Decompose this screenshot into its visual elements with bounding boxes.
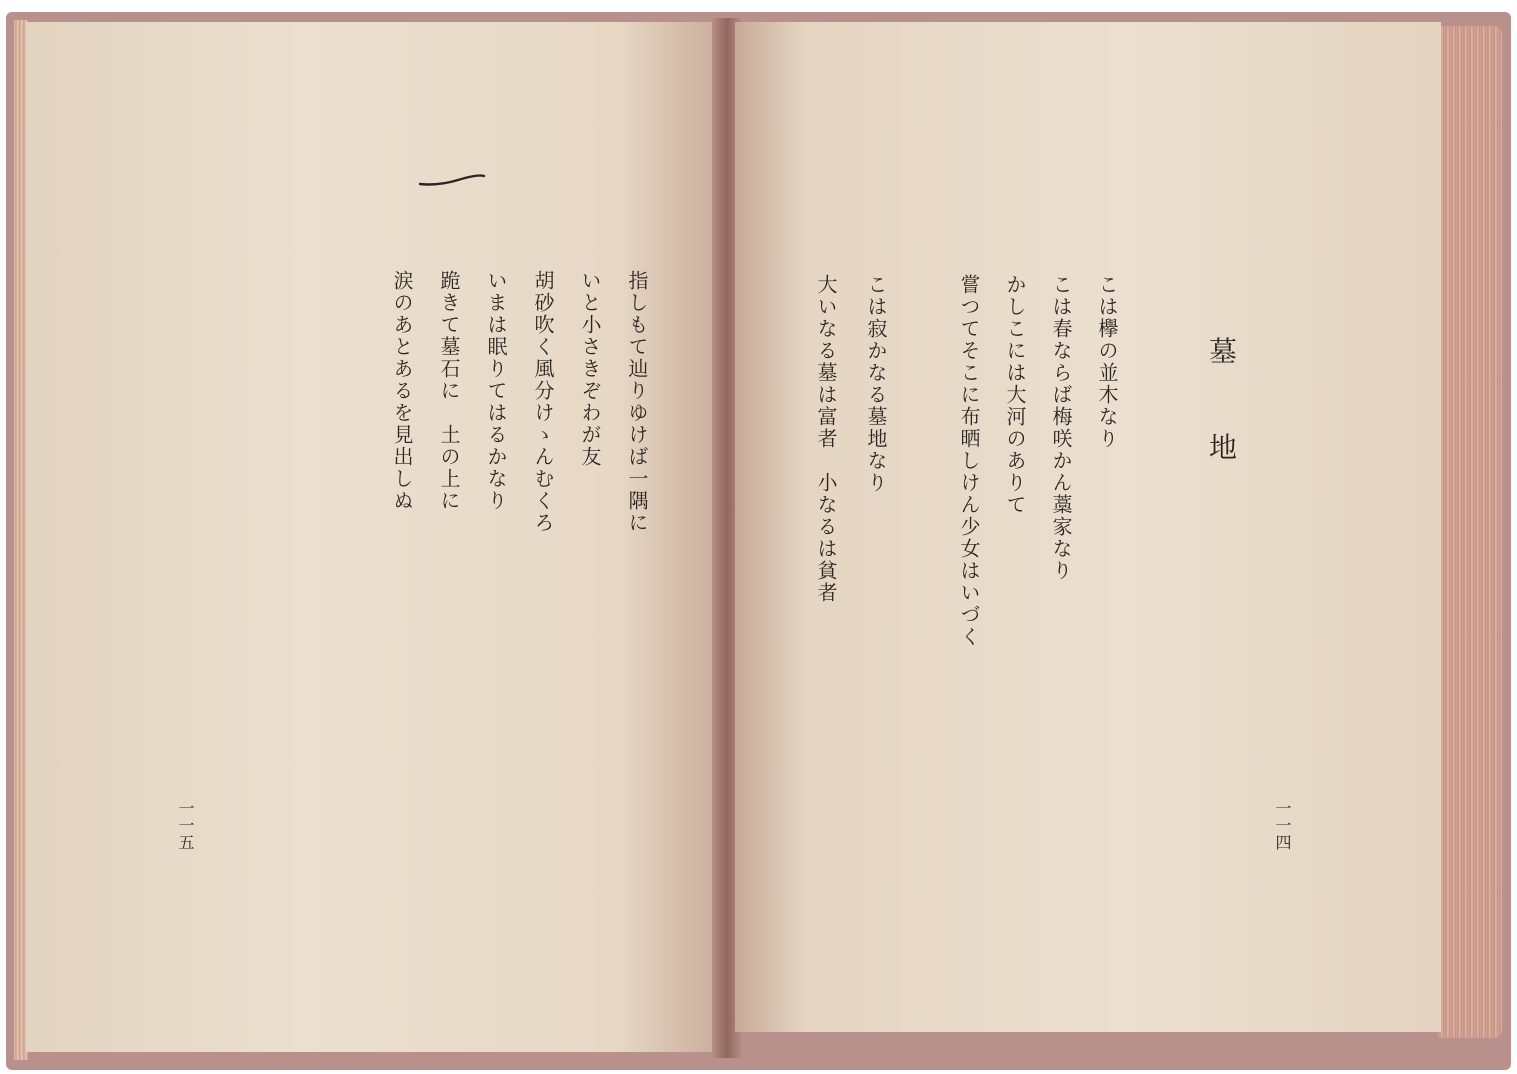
poem-line: 涙のあとあるを見出しぬ	[390, 270, 414, 512]
page-number: 一一四	[1273, 800, 1292, 851]
poem-line: 胡砂吹く風分けゝんむくろ	[531, 270, 555, 534]
poem-line: いまは眠りてはるかなり	[484, 270, 508, 512]
right-page-edges	[1438, 26, 1502, 1038]
poem-line: 指しもて辿りゆけば一隅に	[625, 270, 649, 534]
poem-title-char: 墓	[1209, 335, 1238, 368]
poem-line: いと小さきぞわが友	[578, 270, 602, 468]
left-page	[26, 22, 721, 1052]
poem-line: 跪きて墓石に 土の上に	[437, 270, 461, 512]
poem-line: こは春ならば梅咲かん藁家なり	[1049, 274, 1073, 582]
poem-line: かしこには大河のありて	[1003, 274, 1027, 516]
poem-line: こは寂かなる墓地なり	[864, 274, 888, 494]
page-number: 一一五	[176, 800, 195, 851]
right-page	[735, 22, 1441, 1032]
poem-line: 嘗つてそこに布晒しけん少女はいづく	[957, 274, 981, 648]
pen-mark	[418, 172, 486, 190]
poem-line: 大いなる墓は富者 小なるは貧者	[814, 274, 838, 604]
poem-title-char: 地	[1209, 431, 1238, 464]
poem-line: こは欅の並木なり	[1095, 274, 1119, 450]
